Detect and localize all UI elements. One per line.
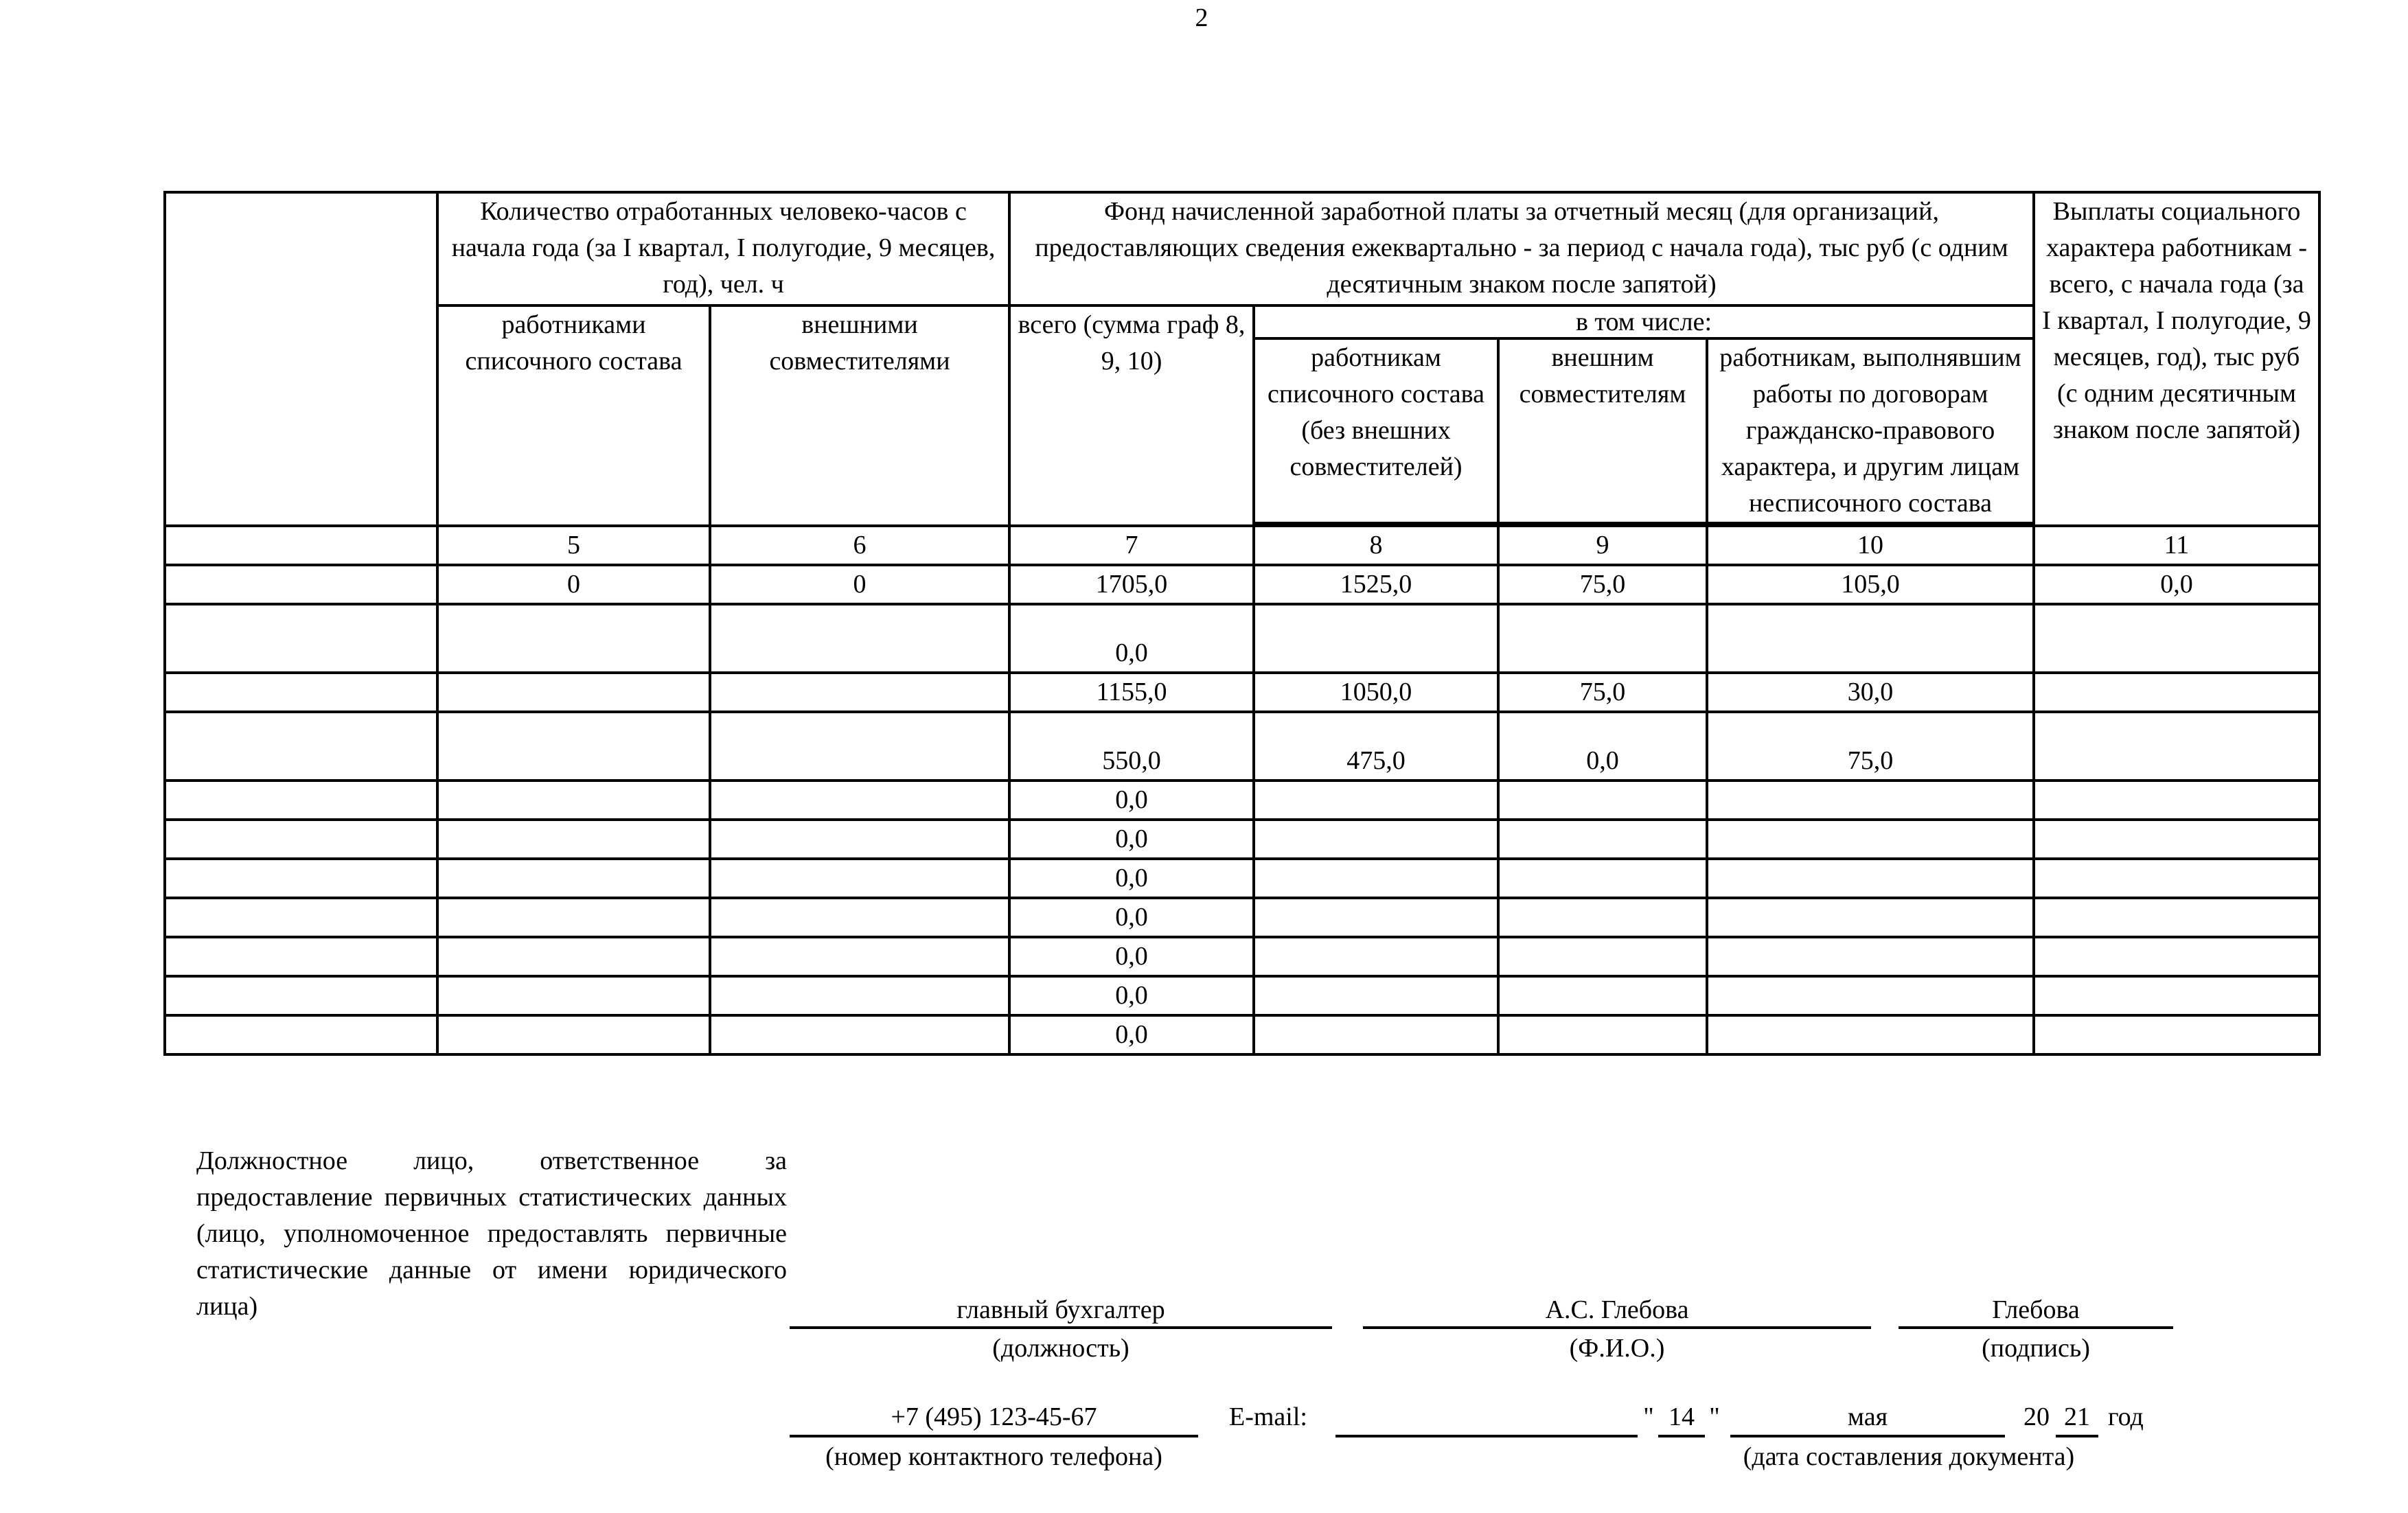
header-fund-list: работникам списочного состава (без внешних совместителей) <box>1254 338 1498 523</box>
header-row-2 <box>165 305 2319 338</box>
table-cell: 0 <box>437 565 710 604</box>
table-cell <box>437 604 710 673</box>
table-cell: 0,0 <box>1498 712 1707 781</box>
table-cell <box>165 937 437 976</box>
table-cell <box>1254 604 1498 673</box>
table-row <box>165 937 2319 976</box>
table-cell <box>165 673 437 712</box>
col-num-cell: 7 <box>1009 526 1254 565</box>
table-cell <box>165 604 437 673</box>
table-row <box>165 976 2319 1015</box>
table-row <box>165 820 2319 859</box>
table-cell <box>1254 781 1498 820</box>
table-cell <box>165 781 437 820</box>
phone-value: +7 (495) 123-45-67 <box>891 1402 1097 1431</box>
table-cell <box>2034 781 2319 820</box>
official-description: Должностное лицо, ответственное за предоставление первичных статистических данных (лицо, уполномоченное предоставлять первичные статистические данные от имени юридического лица) <box>196 1146 787 1321</box>
name-line <box>1363 1326 1871 1329</box>
table-cell <box>1707 976 2034 1015</box>
header-fund-group: Фонд начисленной заработной платы за отчетный месяц (для организаций, предоставляющих сведения ежеквартально - за период с начала года), тыс руб (с одним десятичным знаком после запятой) <box>1009 192 2034 305</box>
header-fund-total: всего (сумма граф 8, 9, 10) <box>1009 305 1254 526</box>
table-cell: 0,0 <box>2034 565 2319 604</box>
header-hours-list: работниками списочного состава <box>437 305 710 526</box>
position-value: главный бухгалтер <box>956 1295 1165 1324</box>
header-hours-ext: внешними совместителями <box>710 305 1009 526</box>
table-cell <box>1498 859 1707 898</box>
table-cell <box>1254 898 1498 937</box>
table-cell <box>1498 937 1707 976</box>
report-table <box>163 191 2321 1056</box>
table-cell: 105,0 <box>1707 565 2034 604</box>
table-cell: 0,0 <box>1009 820 1254 859</box>
table-cell <box>1707 1015 2034 1054</box>
col-num-cell: 8 <box>1254 526 1498 565</box>
table-cell <box>437 820 710 859</box>
table-cell <box>1498 976 1707 1015</box>
table-cell: 550,0 <box>1009 712 1254 781</box>
table-cell <box>165 1015 437 1054</box>
col-num-cell: 6 <box>710 526 1009 565</box>
col-num-cell: 9 <box>1498 526 1707 565</box>
table-cell <box>1498 820 1707 859</box>
table-cell: 0,0 <box>1009 781 1254 820</box>
col-num-cell: 10 <box>1707 526 2034 565</box>
table-cell <box>2034 937 2319 976</box>
table-cell <box>2034 673 2319 712</box>
table-cell <box>437 976 710 1015</box>
table-cell <box>437 859 710 898</box>
table-cell: 1705,0 <box>1009 565 1254 604</box>
table-row <box>165 712 2319 781</box>
table-cell <box>1254 976 1498 1015</box>
date-day-line <box>1658 1435 1705 1437</box>
col-num-cell <box>165 526 437 565</box>
date-year-word: год <box>2108 1402 2144 1431</box>
table-cell <box>2034 820 2319 859</box>
date-month: мая <box>1847 1402 1888 1431</box>
table-cell: 0,0 <box>1009 604 1254 673</box>
table-cell <box>437 1015 710 1054</box>
table-cell <box>1498 898 1707 937</box>
table-row <box>165 898 2319 937</box>
table-cell <box>2034 712 2319 781</box>
table-cell <box>710 937 1009 976</box>
table-cell <box>1707 937 2034 976</box>
phone-line <box>790 1435 1198 1437</box>
name-value: А.С. Глебова <box>1545 1295 1689 1324</box>
table-row <box>165 781 2319 820</box>
page-number: 2 <box>1195 3 1208 32</box>
table-cell: 1525,0 <box>1254 565 1498 604</box>
date-quote-close: " <box>1709 1402 1720 1431</box>
table-cell <box>710 898 1009 937</box>
table-cell <box>437 898 710 937</box>
table-cell: 75,0 <box>1498 565 1707 604</box>
table-cell: 30,0 <box>1707 673 2034 712</box>
table-cell <box>710 820 1009 859</box>
table-cell <box>1707 604 2034 673</box>
table-row <box>165 859 2319 898</box>
table-cell <box>710 1015 1009 1054</box>
table-cell: 475,0 <box>1254 712 1498 781</box>
table-cell: 1050,0 <box>1254 673 1498 712</box>
name-caption: (Ф.И.О.) <box>1569 1334 1665 1363</box>
table-cell <box>165 565 437 604</box>
table-cell <box>1707 898 2034 937</box>
table-cell <box>1707 781 2034 820</box>
table-cell <box>2034 898 2319 937</box>
table-cell: 0 <box>710 565 1009 604</box>
table-cell <box>1254 859 1498 898</box>
header-fund-incl: в том числе: <box>1254 305 2034 338</box>
table-cell <box>2034 976 2319 1015</box>
date-quote-open: " <box>1643 1402 1654 1431</box>
table-cell <box>165 820 437 859</box>
table-cell <box>1707 820 2034 859</box>
date-day: 14 <box>1669 1402 1695 1431</box>
signature-value: Глебова <box>1992 1295 2080 1324</box>
table-cell <box>437 781 710 820</box>
table-cell <box>165 976 437 1015</box>
col-num-cell: 11 <box>2034 526 2319 565</box>
table-cell <box>2034 604 2319 673</box>
header-blank-cell <box>165 192 437 526</box>
table-cell <box>1498 604 1707 673</box>
table-row <box>165 673 2319 712</box>
table-cell <box>710 976 1009 1015</box>
table-cell: 75,0 <box>1707 712 2034 781</box>
header-hours-group: Количество отработанных человеко-часов с начала года (за I квартал, I полугодие, 9 месяцев, год), чел. ч <box>437 192 1009 305</box>
table-cell <box>437 937 710 976</box>
header-row-1 <box>165 192 2319 305</box>
date-caption: (дата составления документа) <box>1743 1442 2075 1471</box>
table-cell <box>165 712 437 781</box>
signature-line <box>1899 1326 2173 1329</box>
signature-caption: (подпись) <box>1982 1334 2090 1363</box>
email-line <box>1335 1435 1638 1437</box>
phone-caption: (номер контактного телефона) <box>825 1442 1162 1471</box>
table-row <box>165 604 2319 673</box>
table-cell <box>2034 859 2319 898</box>
header-social: Выплаты социального характера работникам - всего, с начала года (за I квартал, I полугодие, 9 месяцев, год), тыс руб (с одним десятичным знаком после запятой) <box>2034 192 2319 526</box>
header-fund-ext: внешним совместителям <box>1498 338 1707 523</box>
table-cell: 0,0 <box>1009 937 1254 976</box>
table-cell <box>1707 859 2034 898</box>
table-cell <box>1254 937 1498 976</box>
date-year-prefix: 20 <box>2023 1402 2050 1431</box>
header-fund-civil: работникам, выполнявшим работы по договорам гражданско-правового характера, и другим лицам несписочного состава <box>1707 338 2034 523</box>
table-cell: 0,0 <box>1009 976 1254 1015</box>
position-caption: (должность) <box>992 1334 1130 1363</box>
table-cell <box>710 712 1009 781</box>
table-cell: 0,0 <box>1009 898 1254 937</box>
table-cell <box>437 673 710 712</box>
column-number-row <box>165 526 2319 565</box>
col-num-cell: 5 <box>437 526 710 565</box>
table-cell <box>1254 820 1498 859</box>
table-cell: 0,0 <box>1009 1015 1254 1054</box>
table-cell <box>710 604 1009 673</box>
table-cell <box>437 712 710 781</box>
table-cell <box>165 859 437 898</box>
table-cell <box>710 859 1009 898</box>
table-row <box>165 1015 2319 1054</box>
date-month-line <box>1730 1435 2005 1437</box>
table-row <box>165 565 2319 604</box>
date-year-suffix: 21 <box>2064 1402 2090 1431</box>
table-cell <box>710 781 1009 820</box>
position-line <box>790 1326 1332 1329</box>
date-year-line <box>2056 1435 2098 1437</box>
table-cell: 1155,0 <box>1009 673 1254 712</box>
table-cell: 75,0 <box>1498 673 1707 712</box>
table-cell <box>710 673 1009 712</box>
email-label: E-mail: <box>1229 1402 1307 1431</box>
table-cell <box>1498 781 1707 820</box>
table-cell <box>1498 1015 1707 1054</box>
table-cell: 0,0 <box>1009 859 1254 898</box>
table-cell <box>2034 1015 2319 1054</box>
table-cell <box>1254 1015 1498 1054</box>
table-cell <box>165 898 437 937</box>
